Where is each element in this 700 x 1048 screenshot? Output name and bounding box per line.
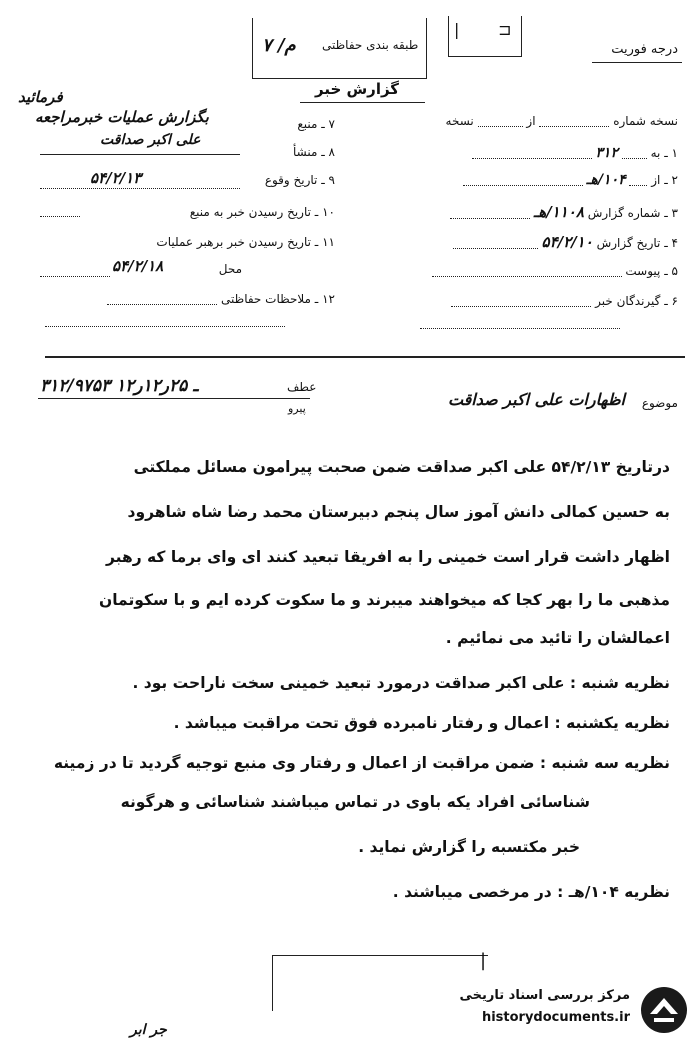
field-news-received-label: ۱۰ ـ تاریخ رسیدن خبر به منبع bbox=[189, 205, 335, 219]
field-occurrence-date bbox=[265, 173, 335, 187]
field-location-value: ۵۴/۲/۱۸ bbox=[112, 257, 164, 275]
field-report-number bbox=[450, 203, 678, 221]
title-underline bbox=[300, 102, 425, 103]
field-report-date bbox=[453, 233, 678, 251]
body-line-11: نظریه ۱۰۴/هـ : در مرخصی میباشند . bbox=[392, 883, 670, 901]
body-line-10: خبر مکتسبه را گزارش نماید . bbox=[358, 838, 580, 856]
field-security-notes bbox=[107, 292, 335, 306]
copy-number-field bbox=[446, 114, 678, 128]
body-line-2: به حسین کمالی دانش آموز سال پنجم دبیرستان محمد رضا شاه شاهرود bbox=[127, 503, 670, 521]
field-attachment bbox=[432, 264, 678, 278]
field-report-number-label: ۳ ـ شماره گزارش bbox=[587, 206, 678, 220]
archive-logo-icon bbox=[638, 984, 690, 1036]
body-line-4: مذهبی ما را بهر کجا که میخواهند میبرند و ما سکوت کرده ایم و با سکوتمان bbox=[99, 591, 670, 609]
field-occurrence-date-value: ۵۴/۲/۱۳ bbox=[90, 169, 142, 187]
field-origin-value: علی اکبر صداقت bbox=[100, 132, 201, 148]
field-news-received bbox=[190, 205, 335, 219]
footer-signature: جر ابر bbox=[130, 1022, 167, 1038]
body-line-8: نظریه سه شنبه : ضمن مراقبت از اعمال و رفتار وی منبع توجیه گردید تا در زمینه bbox=[53, 754, 670, 772]
field-recipients-label: ۶ ـ گیرندگان خبر bbox=[595, 294, 678, 308]
security-notes-extra-line bbox=[45, 326, 285, 327]
body-line-9: شناسائی افراد یکه باوی در تماس میباشند شناسائی و هرگونه bbox=[120, 793, 590, 811]
handwritten-dept: بگزارش عملیات خبرمراجعه bbox=[35, 108, 209, 126]
field-to bbox=[472, 145, 678, 161]
field-to-label: ۱ ـ به bbox=[650, 146, 678, 160]
field-report-date-label: ۴ ـ تاریخ گزارش bbox=[596, 236, 678, 250]
report-title: گزارش خبر bbox=[315, 80, 400, 98]
news-received-dots bbox=[40, 216, 80, 217]
classification-mark: ۷ /م bbox=[262, 35, 296, 56]
body-line-3: اظهار داشت قرار است خمینی را به افریقا تبعید کنند ای وای برما که رهبر bbox=[105, 548, 670, 566]
origin-underline bbox=[40, 154, 240, 155]
watermark bbox=[407, 982, 692, 1042]
field-from-value: ۱۰۴/هـ bbox=[586, 172, 626, 188]
section-divider bbox=[45, 356, 685, 358]
recipients-extra-line bbox=[420, 328, 620, 329]
urgency-label: درجه فوریت bbox=[611, 42, 678, 57]
occurrence-dots bbox=[40, 188, 240, 189]
copy-number-label: نسخه شماره bbox=[613, 114, 678, 128]
ref-underline bbox=[38, 398, 310, 399]
field-from bbox=[463, 172, 678, 188]
field-from-label: ۲ ـ از bbox=[651, 173, 678, 187]
field-report-number-value: ۱۱۰۸/هـ bbox=[533, 203, 584, 221]
copy-from-label: از bbox=[526, 114, 536, 128]
handwritten-action: فرمائید bbox=[18, 88, 63, 106]
field-origin bbox=[293, 145, 335, 159]
bottom-stamp-tick: | bbox=[480, 950, 487, 971]
field-occurrence-date-label: ۹ ـ تاریخ وقوع bbox=[264, 173, 335, 187]
watermark-site: historydocuments.ir bbox=[481, 1010, 630, 1025]
field-source-label: ۷ ـ منبع bbox=[297, 117, 335, 131]
watermark-org-name: مرکز بررسی اسناد تاریخی bbox=[459, 988, 630, 1003]
field-report-date-value: ۵۴/۲/۱۰ bbox=[541, 233, 593, 251]
field-location bbox=[219, 262, 242, 276]
classification-label: طبقه بندی حفاظتی bbox=[322, 38, 419, 52]
field-security-notes-label: ۱۲ ـ ملاحظات حفاظتی bbox=[221, 292, 335, 306]
field-origin-label: ۸ ـ منشأ bbox=[292, 145, 335, 159]
field-recipients bbox=[451, 294, 678, 308]
stamp-mark-right: ⊐ bbox=[498, 20, 512, 39]
field-location-label: محل bbox=[218, 262, 242, 276]
body-line-1: درتاریخ ۵۴/۲/۱۳ علی اکبر صداقت ضمن صحبت پیرامون مسائل مملکتی bbox=[133, 458, 670, 476]
ref-value: ۳۱۲/۹۷۵۳ ـ ۲۵ر۱۲ر۱۲ bbox=[40, 376, 199, 396]
ref-label: عطف bbox=[287, 380, 317, 394]
subject-label: موضوع bbox=[641, 396, 678, 410]
location-dots bbox=[40, 276, 110, 277]
subject-value: اظهارات علی اکبر صداقت bbox=[447, 390, 625, 409]
body-line-6: نظریه شنبه : علی اکبر صداقت درمورد تبعید خمینی سخت ناراحت بود . bbox=[132, 674, 670, 692]
urgency-underline bbox=[592, 62, 682, 63]
copy-tail-label: نسخه bbox=[445, 114, 474, 128]
field-attachment-label: ۵ ـ پیوست bbox=[625, 264, 678, 278]
field-to-value: ۳۱۲ bbox=[595, 145, 618, 161]
field-ops-received bbox=[156, 235, 335, 249]
field-source bbox=[297, 117, 335, 131]
stamp-mark: | bbox=[454, 20, 460, 39]
follow-label: پیرو bbox=[288, 402, 306, 415]
body-line-5: اعمالشان را تائید می نمائیم . bbox=[445, 629, 670, 647]
field-ops-received-label: ۱۱ ـ تاریخ رسیدن خبر برهبر عملیات bbox=[156, 235, 335, 249]
body-line-7: نظریه یکشنبه : اعمال و رفتار نامبرده فوق تحت مراقبت میباشد . bbox=[173, 714, 670, 732]
